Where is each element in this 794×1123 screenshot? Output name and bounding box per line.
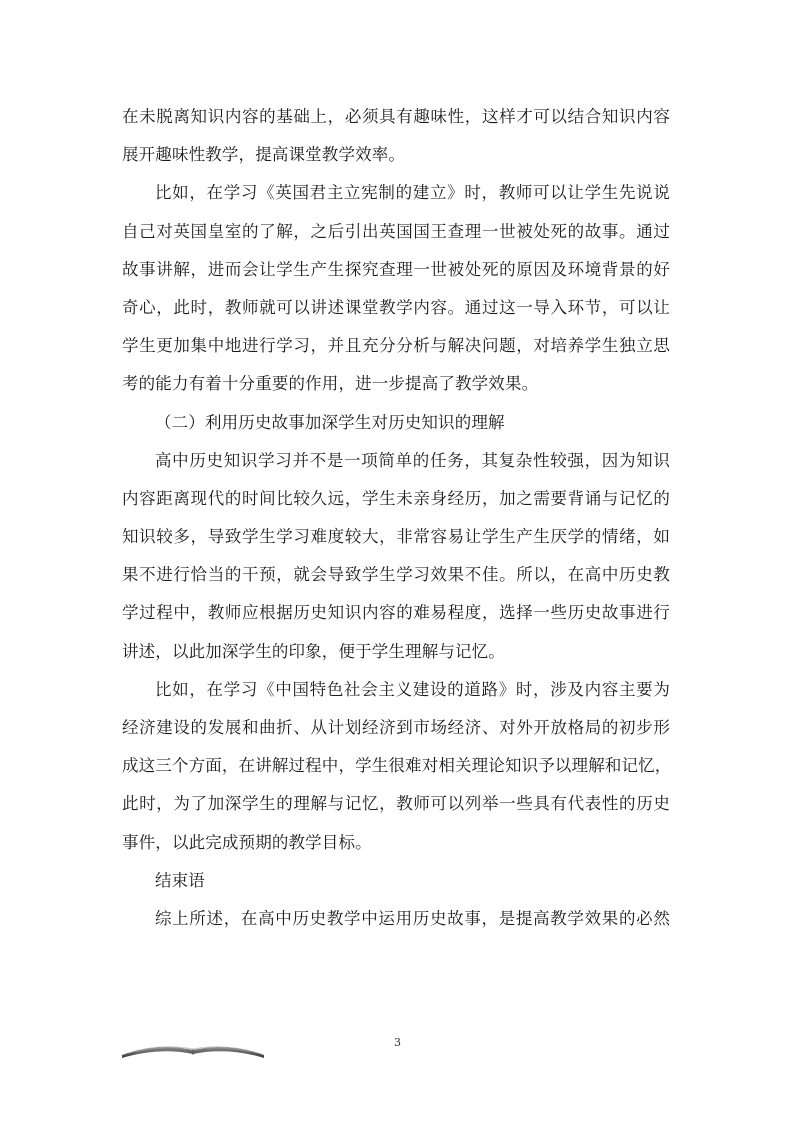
- text-line: 高中历史知识学习并不是一项简单的任务，其复杂性较强，因为知识: [155, 450, 670, 470]
- text-line: 学生更加集中地进行学习，并且充分分析与解决问题，对培养学生独立思: [122, 336, 670, 356]
- text-line: 展开趣味性教学，提高课堂教学效率。: [122, 145, 406, 165]
- text-line: 学过程中，教师应根据历史知识内容的难易程度，选择一些历史故事进行: [122, 603, 670, 623]
- text-line: 经济建设的发展和曲折、从计划经济到市场经济、对外开放格局的初步形: [122, 718, 670, 737]
- text-line: 讲述，以此加深学生的印象，便于学生理解与记忆。: [122, 641, 505, 661]
- text-line: 知识较多，导致学生学习难度较大，非常容易让学生产生厌学的情绪，如: [122, 527, 670, 547]
- text-line: 果不进行恰当的干预，就会导致学生学习效果不佳。所以，在高中历史教: [122, 565, 670, 585]
- page-number: 3: [394, 1036, 401, 1049]
- text-line: 自己对英国皇室的了解，之后引出英国国王查理一世被处死的故事。通过: [122, 221, 670, 241]
- text-line: 内容距离现代的时间比较久远，学生未亲身经历，加之需要背诵与记忆的: [122, 488, 670, 508]
- text-line: （二）利用历史故事加深学生对历史知识的理解: [155, 412, 505, 432]
- text-line: 综上所述，在高中历史教学中运用历史故事，是提高教学效果的必然: [155, 908, 670, 928]
- text-line: 考的能力有着十分重要的作用，进一步提高了教学效果。: [122, 374, 539, 394]
- text-line: 结束语: [155, 870, 205, 890]
- body-text: [122, 98, 670, 938]
- text-line: 事件，以此完成预期的教学目标。: [122, 832, 372, 852]
- text-line: 此时，为了加深学生的理解与记忆，教师可以列举一些具有代表性的历史: [122, 794, 670, 814]
- open-book-icon: [118, 1034, 268, 1060]
- text-line: 比如，在学习《英国君主立宪制的建立》时，教师可以让学生先说说: [155, 183, 670, 203]
- text-line: 成这三个方面，在讲解过程中，学生很难对相关理论知识予以理解和记忆，: [122, 756, 672, 776]
- text-line: 在未脱离知识内容的基础上，必须具有趣味性，这样才可以结合知识内容: [122, 107, 670, 126]
- text-line: 比如，在学习《中国特色社会主义建设的道路》时，涉及内容主要为: [155, 679, 670, 699]
- text-line: 故事讲解，进而会让学生产生探究查理一世被处死的原因及环境背景的好: [122, 259, 670, 279]
- text-line: 奇心，此时，教师就可以讲述课堂教学内容。通过这一导入环节，可以让: [122, 297, 670, 317]
